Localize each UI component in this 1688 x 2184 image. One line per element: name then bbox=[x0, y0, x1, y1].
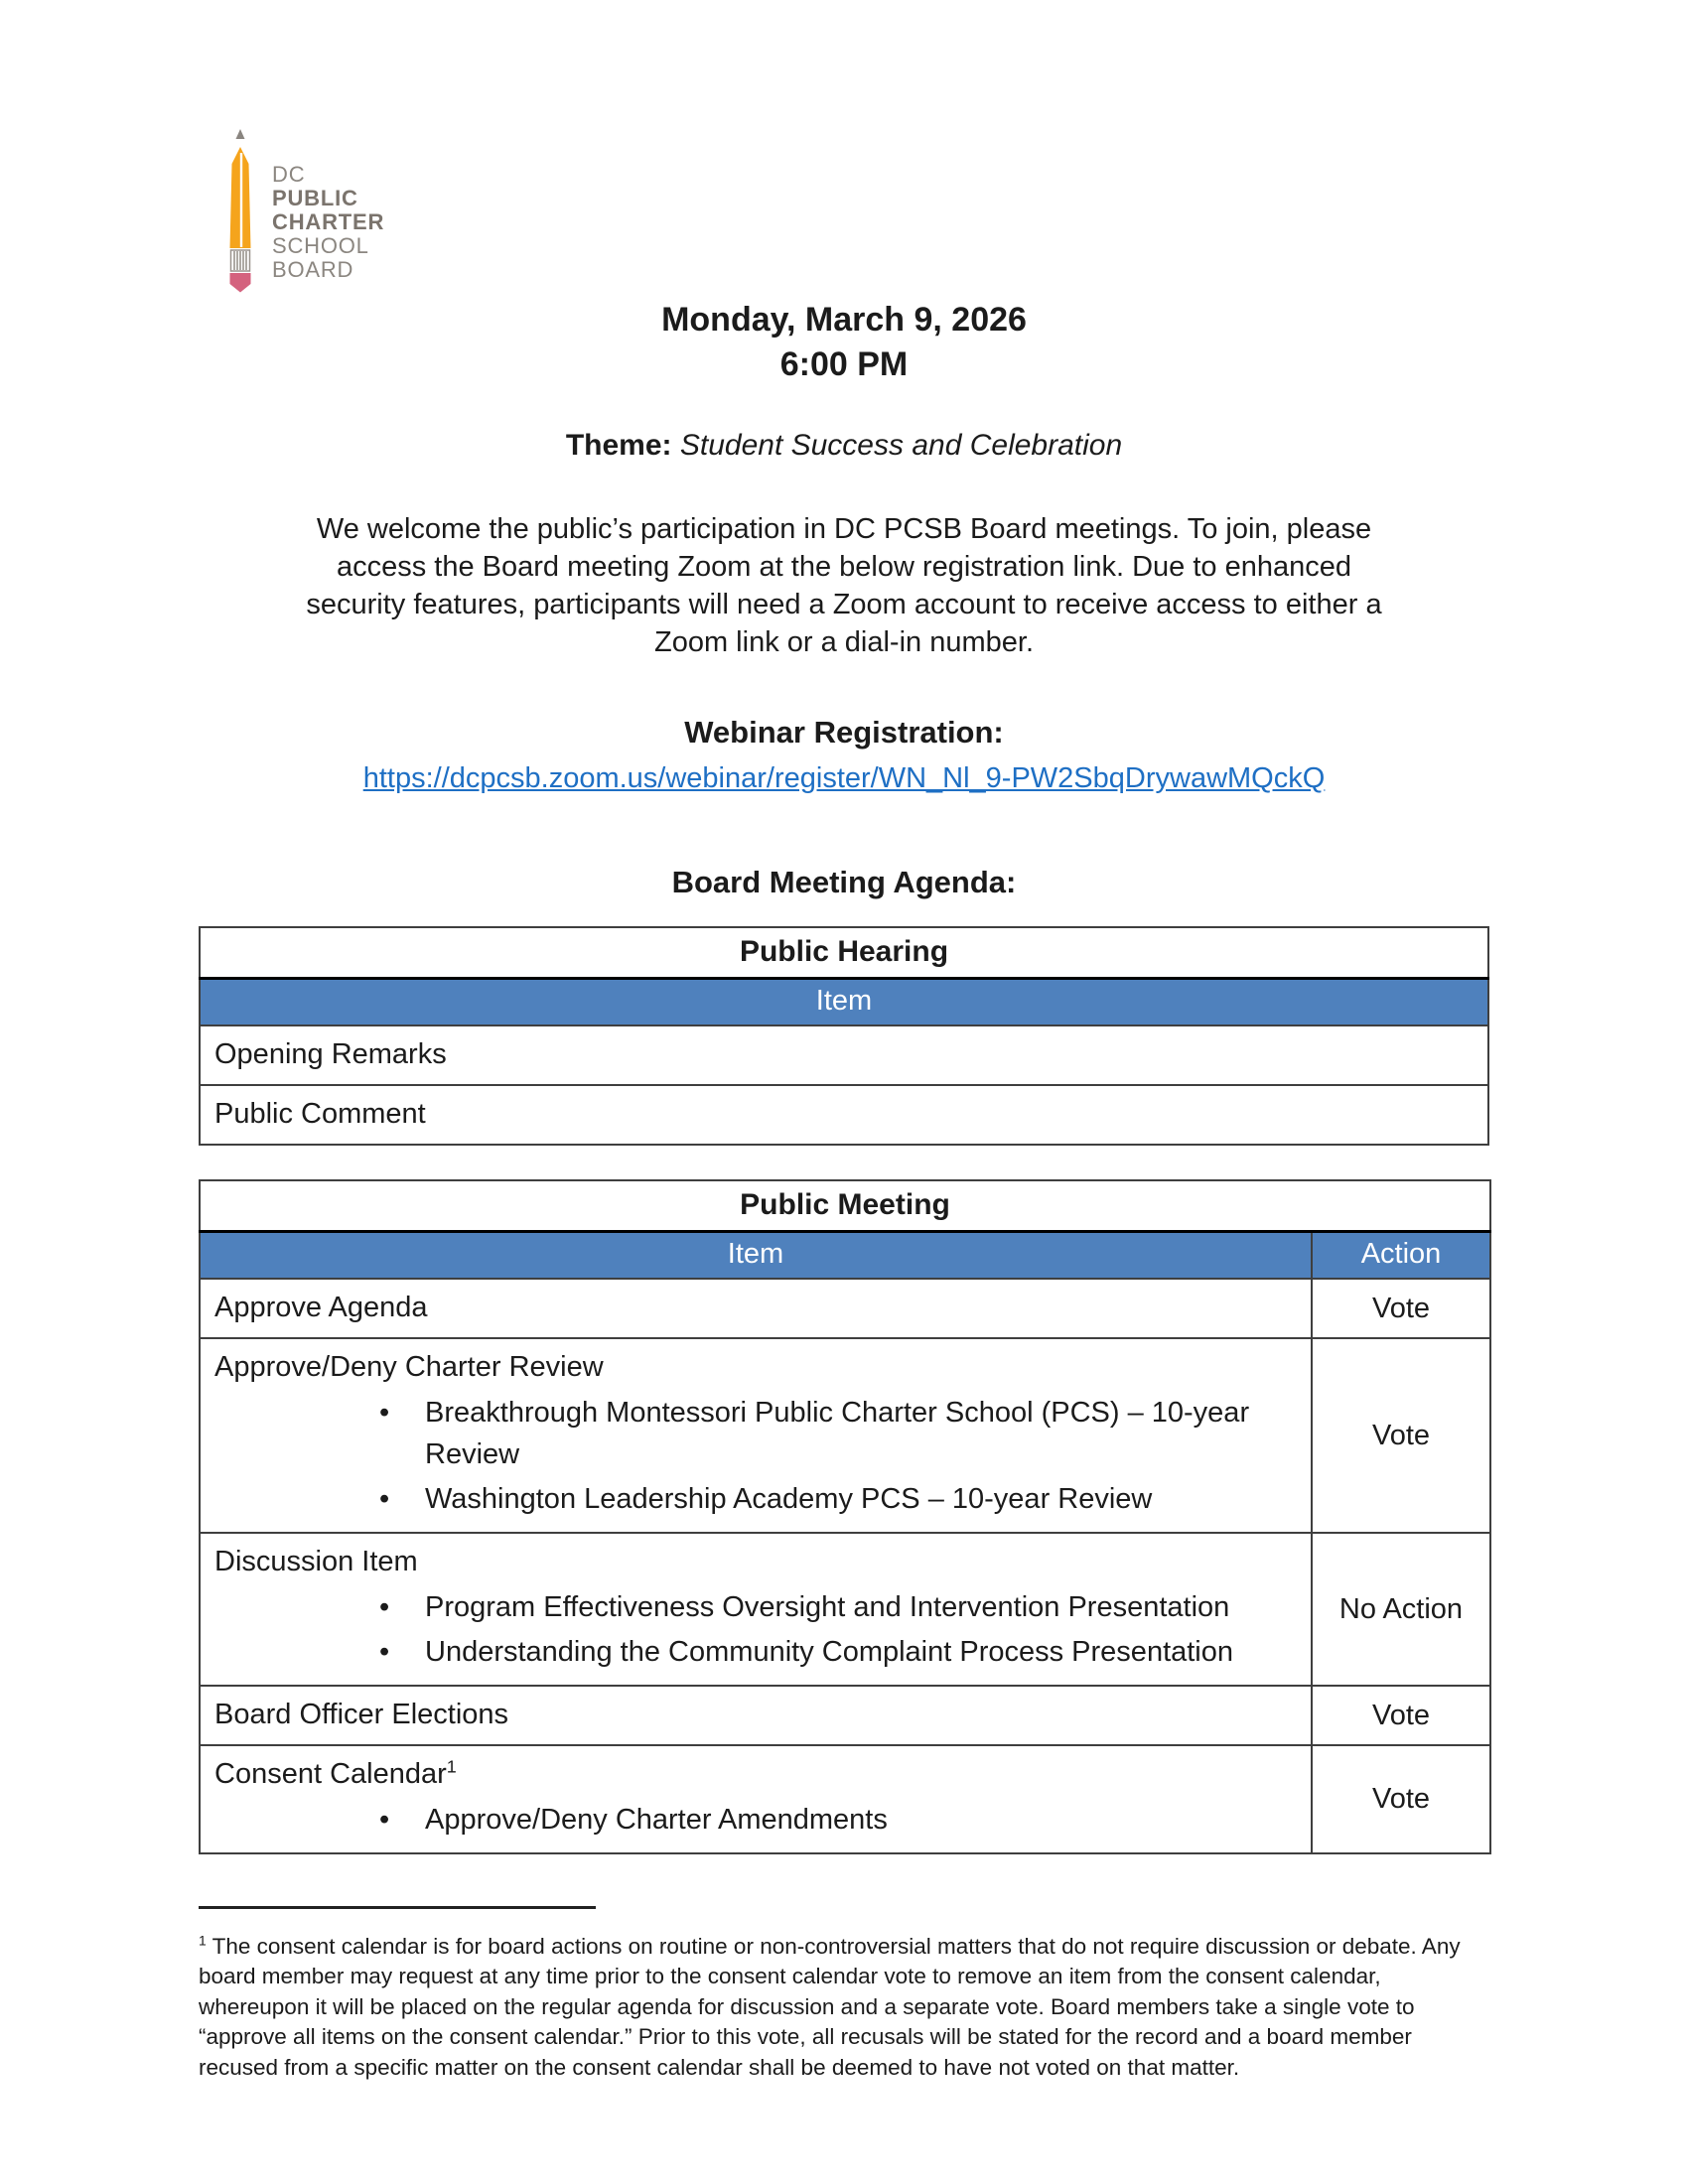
agenda-item-bullets bbox=[214, 1392, 1297, 1520]
table-header-row bbox=[200, 979, 1488, 1026]
agenda-item bbox=[200, 1533, 1312, 1686]
table-row bbox=[200, 1279, 1490, 1338]
meeting-date: Monday, March 9, 2026 bbox=[661, 301, 1027, 339]
agenda-bullet: • Washington Leadership Academy PCS – 10-year Review bbox=[425, 1478, 1297, 1520]
action-value: Vote bbox=[1312, 1745, 1490, 1853]
footnote-separator bbox=[199, 1906, 596, 1909]
table-header-row bbox=[200, 1232, 1490, 1280]
theme-label: Theme: bbox=[565, 429, 672, 462]
table-row bbox=[200, 1745, 1490, 1853]
dcpcsb-logo bbox=[224, 127, 1489, 294]
agenda-item-title: Approve/Deny Charter Review bbox=[214, 1351, 604, 1383]
public-hearing-rows bbox=[200, 1025, 1488, 1145]
agenda-item-title: Board Officer Elections bbox=[214, 1699, 509, 1730]
agenda-item bbox=[200, 1279, 1312, 1338]
theme-line bbox=[199, 429, 1489, 463]
item-column-header: Item bbox=[200, 1232, 1312, 1280]
table-title-row bbox=[200, 1180, 1490, 1232]
agenda-item-bullets bbox=[214, 1799, 1297, 1841]
action-column-header: Action bbox=[1312, 1232, 1490, 1280]
footnote-text: The consent calendar is for board actions on routine or non-controversial matters that do not require discussion or debate. Any board member may request at any time prior to the consent calendar vote to remove an item from the consent calendar, whereupon it will be placed on the regular agenda for discussion and a separate vote. Board members take a single vote to “approve all items on the consent calendar.” Prior to this vote, all recusals will be stated for the record and a board member recused from a specific matter on the consent calendar shall be deemed to have not voted on that matter. bbox=[199, 1933, 1461, 2080]
public-meeting-table bbox=[199, 1179, 1491, 1854]
item-column-header: Item bbox=[200, 979, 1488, 1026]
public-hearing-title: Public Hearing bbox=[200, 927, 1488, 979]
meeting-time: 6:00 PM bbox=[779, 345, 909, 383]
agenda-item: Opening Remarks bbox=[200, 1025, 1488, 1085]
agenda-item-title: Approve Agenda bbox=[214, 1292, 428, 1323]
agenda-bullet: • Program Effectiveness Oversight and Intervention Presentation bbox=[425, 1586, 1297, 1628]
agenda-item bbox=[200, 1745, 1312, 1853]
agenda-item-title: Consent Calendar$^1$ bbox=[214, 1756, 457, 1790]
action-value: Vote bbox=[1312, 1338, 1490, 1533]
logo-line: DC bbox=[272, 162, 306, 187]
action-value: No Action bbox=[1312, 1533, 1490, 1686]
logo-text bbox=[272, 127, 384, 282]
table-row bbox=[200, 1533, 1490, 1686]
theme-value: Student Success and Celebration bbox=[679, 429, 1123, 462]
footnote-marker: 1 bbox=[199, 1932, 207, 1948]
intro-paragraph: We welcome the public’s participation in DC PCSB Board meetings. To join, please access the Board meeting Zoom at the below registration link. Due to enhanced security features, participants will need a Zoom account to receive access to either a Zoom link or a dial-in number. bbox=[306, 513, 1382, 658]
action-value: Vote bbox=[1312, 1686, 1490, 1745]
table-row bbox=[200, 1686, 1490, 1745]
footnote bbox=[199, 1932, 1489, 2084]
table-title-row bbox=[200, 927, 1488, 979]
agenda-bullet: • Understanding the Community Complaint Process Presentation bbox=[425, 1631, 1297, 1673]
webinar-link-wrapper bbox=[199, 762, 1489, 795]
agenda-item-title: Discussion Item bbox=[214, 1546, 418, 1577]
logo-line: PUBLIC bbox=[272, 186, 358, 210]
agenda-heading: Board Meeting Agenda: bbox=[671, 865, 1017, 899]
public-hearing-table bbox=[199, 926, 1489, 1146]
agenda-item: Public Comment bbox=[200, 1085, 1488, 1145]
agenda-bullet: • Breakthrough Montessori Public Charter School (PCS) – 10-year Review bbox=[425, 1392, 1297, 1475]
webinar-registration-link[interactable]: https://dcpcsb.zoom.us/webinar/register/WN_Nl_9-PW2SbqDrywawMQckQ bbox=[362, 762, 1326, 794]
action-value: Vote bbox=[1312, 1279, 1490, 1338]
table-row bbox=[200, 1338, 1490, 1533]
logo-line: BOARD bbox=[272, 257, 354, 282]
meeting-title bbox=[199, 298, 1489, 387]
agenda-bullet: • Approve/Deny Charter Amendments bbox=[425, 1799, 1297, 1841]
agenda-item-bullets bbox=[214, 1586, 1297, 1673]
footnote-reference: 1 bbox=[446, 1756, 457, 1777]
table-row bbox=[200, 1025, 1488, 1085]
webinar-registration-heading: Webinar Registration: bbox=[684, 715, 1004, 750]
logo-line: CHARTER bbox=[272, 209, 385, 234]
public-meeting-rows bbox=[200, 1279, 1490, 1853]
public-meeting-title: Public Meeting bbox=[200, 1180, 1490, 1232]
pencil-icon bbox=[224, 127, 256, 294]
logo-line: SCHOOL bbox=[272, 233, 369, 258]
table-row bbox=[200, 1085, 1488, 1145]
agenda-item bbox=[200, 1686, 1312, 1745]
agenda-item bbox=[200, 1338, 1312, 1533]
